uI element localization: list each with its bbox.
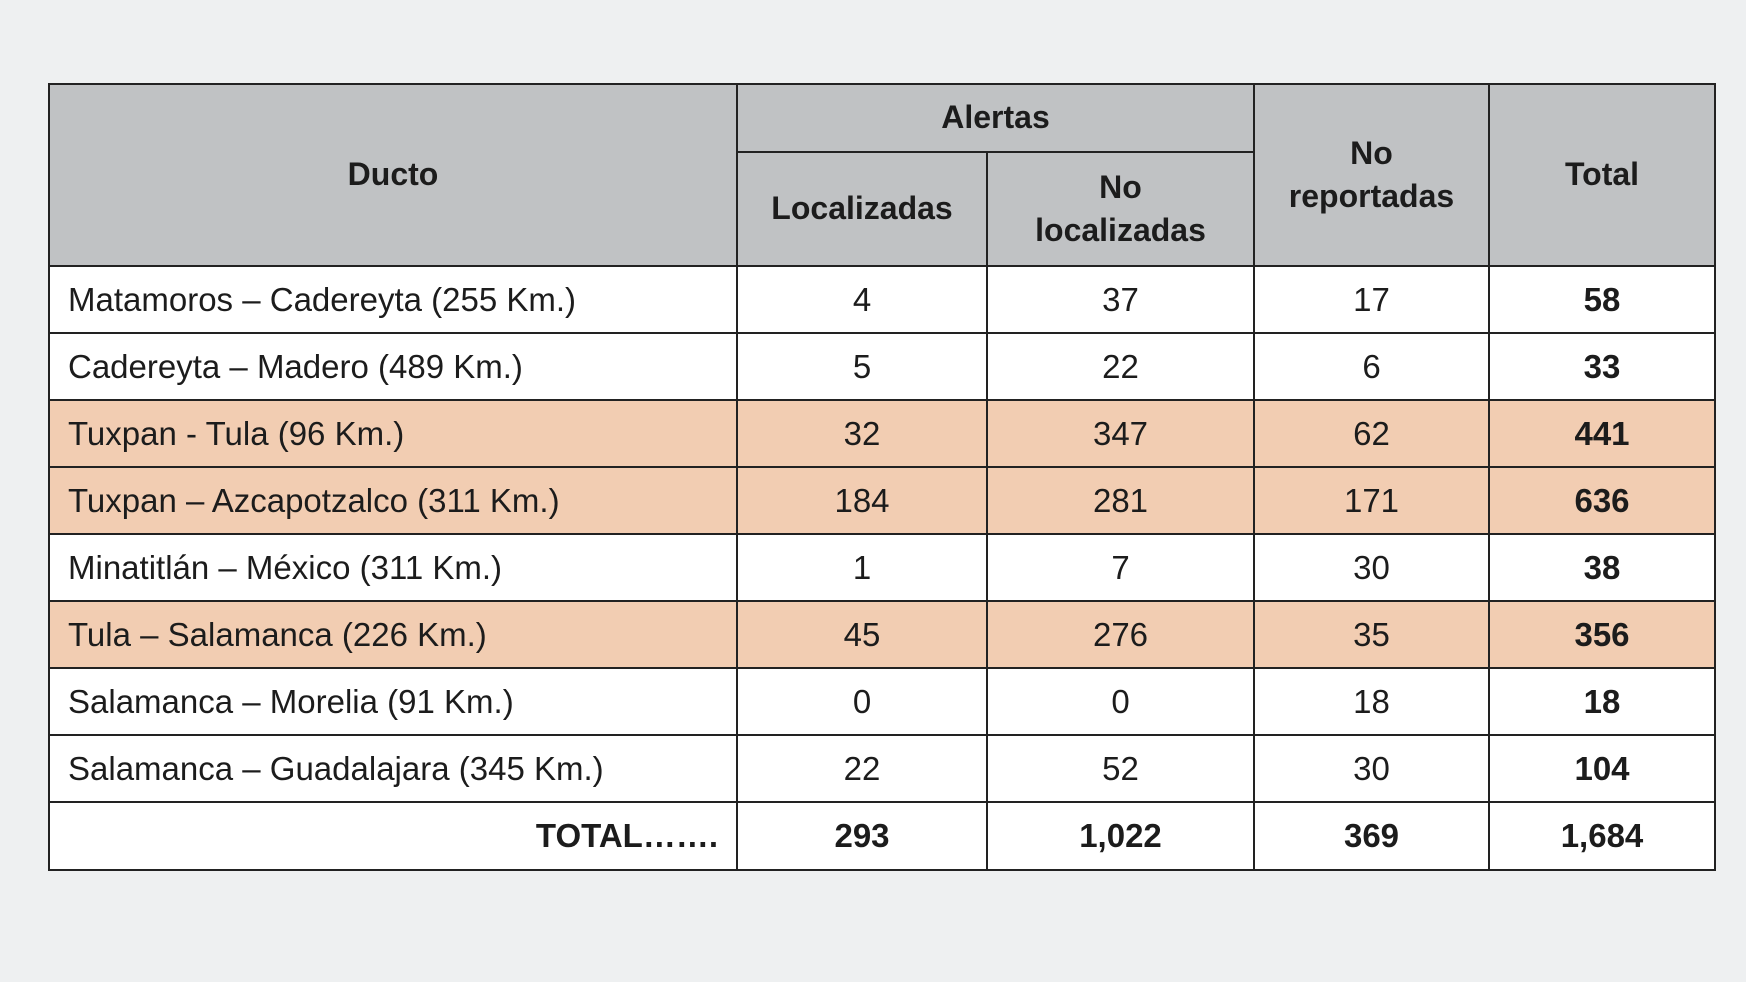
table-row-highlighted xyxy=(49,400,1715,467)
totals-no-localizadas: 1,022 xyxy=(987,802,1254,870)
header-no-localizadas xyxy=(987,152,1254,266)
table-row xyxy=(49,266,1715,333)
totals-total: 1,684 xyxy=(1489,802,1715,870)
totals-label: TOTAL……. xyxy=(49,802,737,870)
cell-total: 356 xyxy=(1489,601,1715,668)
cell-total: 636 xyxy=(1489,467,1715,534)
cell-total: 104 xyxy=(1489,735,1715,802)
header-alertas: Alertas xyxy=(737,84,1254,152)
cell-ducto: Tuxpan – Azcapotzalco (311 Km.) xyxy=(49,467,737,534)
cell-localizadas: 4 xyxy=(737,266,987,333)
table-row xyxy=(49,534,1715,601)
cell-localizadas: 184 xyxy=(737,467,987,534)
table-row-highlighted xyxy=(49,467,1715,534)
cell-localizadas: 1 xyxy=(737,534,987,601)
table-row-highlighted xyxy=(49,601,1715,668)
cell-no-localizadas: 52 xyxy=(987,735,1254,802)
cell-no-localizadas: 276 xyxy=(987,601,1254,668)
cell-total: 18 xyxy=(1489,668,1715,735)
cell-total: 33 xyxy=(1489,333,1715,400)
cell-no-localizadas: 0 xyxy=(987,668,1254,735)
cell-no-reportadas: 30 xyxy=(1254,735,1489,802)
header-no-reportadas-line2: reportadas xyxy=(1288,178,1455,214)
cell-no-reportadas: 171 xyxy=(1254,467,1489,534)
cell-no-reportadas: 62 xyxy=(1254,400,1489,467)
cell-ducto: Salamanca – Morelia (91 Km.) xyxy=(49,668,737,735)
table-body xyxy=(49,266,1715,870)
totals-row xyxy=(49,802,1715,870)
table-row xyxy=(49,333,1715,400)
header-no-reportadas xyxy=(1254,84,1489,266)
cell-ducto: Matamoros – Cadereyta (255 Km.) xyxy=(49,266,737,333)
totals-no-reportadas: 369 xyxy=(1254,802,1489,870)
cell-no-reportadas: 6 xyxy=(1254,333,1489,400)
cell-ducto: Minatitlán – México (311 Km.) xyxy=(49,534,737,601)
header-no-localizadas-line1: No xyxy=(1099,168,1142,205)
cell-ducto: Tula – Salamanca (226 Km.) xyxy=(49,601,737,668)
header-no-localizadas-line2: localizadas xyxy=(1035,212,1206,248)
cell-total: 441 xyxy=(1489,400,1715,467)
cell-ducto: Cadereyta – Madero (489 Km.) xyxy=(49,333,737,400)
cell-localizadas: 45 xyxy=(737,601,987,668)
data-table-container xyxy=(48,83,1714,871)
table-row xyxy=(49,668,1715,735)
header-localizadas: Localizadas xyxy=(737,152,987,266)
cell-localizadas: 5 xyxy=(737,333,987,400)
cell-ducto: Tuxpan - Tula (96 Km.) xyxy=(49,400,737,467)
cell-no-reportadas: 30 xyxy=(1254,534,1489,601)
header-row-top xyxy=(49,84,1715,152)
header-total: Total xyxy=(1489,84,1715,266)
cell-total: 58 xyxy=(1489,266,1715,333)
cell-ducto: Salamanca – Guadalajara (345 Km.) xyxy=(49,735,737,802)
cell-no-reportadas: 18 xyxy=(1254,668,1489,735)
header-no-reportadas-line1: No xyxy=(1350,134,1393,171)
cell-no-localizadas: 347 xyxy=(987,400,1254,467)
cell-no-localizadas: 281 xyxy=(987,467,1254,534)
cell-no-reportadas: 17 xyxy=(1254,266,1489,333)
cell-total: 38 xyxy=(1489,534,1715,601)
cell-localizadas: 22 xyxy=(737,735,987,802)
cell-localizadas: 0 xyxy=(737,668,987,735)
cell-no-reportadas: 35 xyxy=(1254,601,1489,668)
alertas-table xyxy=(48,83,1716,871)
cell-no-localizadas: 22 xyxy=(987,333,1254,400)
table-header xyxy=(49,84,1715,266)
header-ducto: Ducto xyxy=(49,84,737,266)
totals-localizadas: 293 xyxy=(737,802,987,870)
cell-localizadas: 32 xyxy=(737,400,987,467)
cell-no-localizadas: 7 xyxy=(987,534,1254,601)
table-row xyxy=(49,735,1715,802)
cell-no-localizadas: 37 xyxy=(987,266,1254,333)
